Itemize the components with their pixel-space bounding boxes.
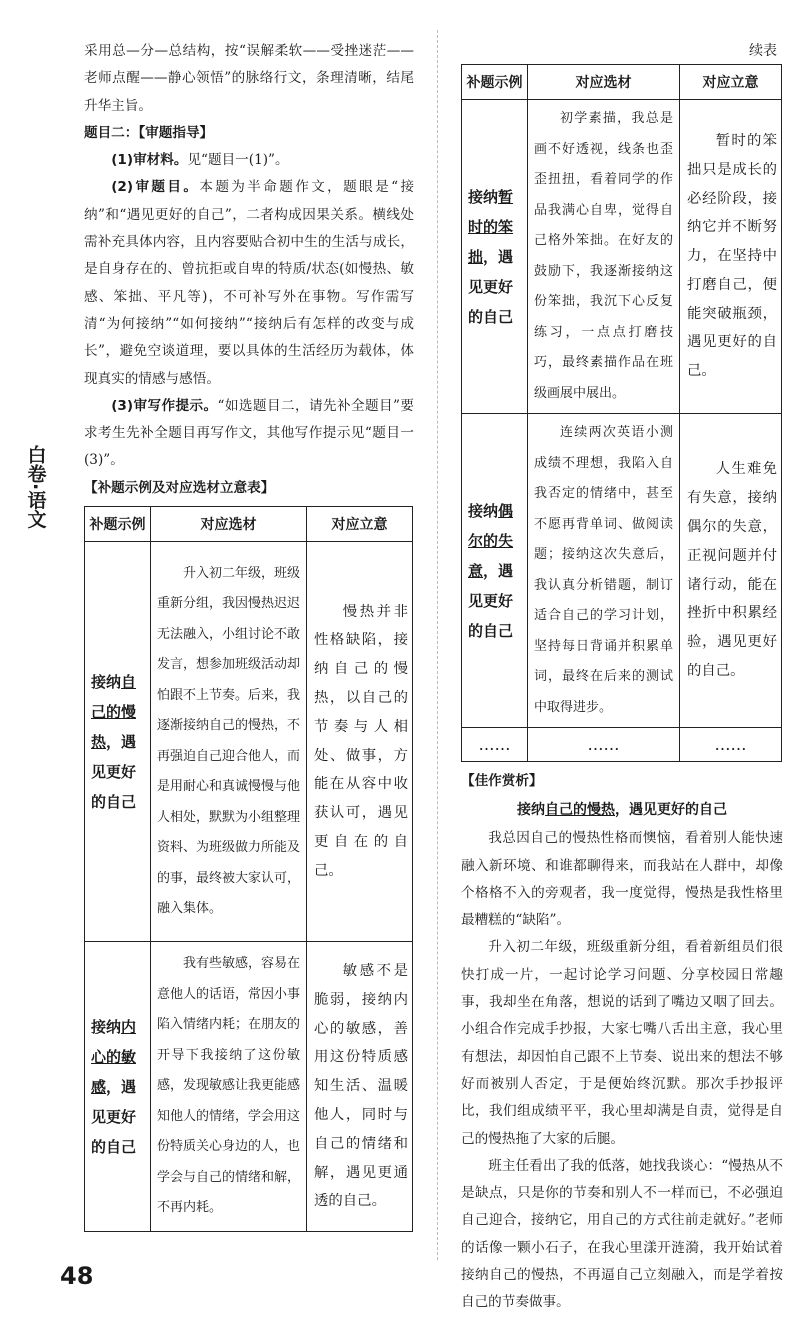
header-intent: 对应立意 bbox=[680, 65, 782, 100]
example-pre: 接纳 bbox=[468, 187, 499, 206]
topic-table-continued bbox=[461, 64, 782, 762]
step1-text: 见“题目一(1)”。 bbox=[187, 152, 289, 169]
table-row bbox=[85, 542, 413, 942]
material-text: 升入初二年级，班级重新分组，我因慢热迟迟无法融入，小组讨论不敢发言，想参加班级活动却怕跟不上节奏。后来，我逐渐接纳自己的慢热，不再强迫自己迎合他人，而是用耐心和真诚慢慢与他人相处，默默为小组整理资料、为班级做力所能及的事，最终被大家认可，融入集体。 bbox=[157, 565, 301, 917]
example-cell bbox=[462, 414, 528, 728]
continued-label: 续表 bbox=[749, 43, 777, 59]
step2-label: (2)审题目。 bbox=[111, 179, 200, 196]
intent-cell bbox=[680, 100, 782, 414]
column-divider bbox=[437, 30, 438, 1260]
step1-label: (1)审材料。 bbox=[111, 152, 188, 169]
essay-title-pre: 接纳 bbox=[517, 802, 545, 819]
table-row bbox=[85, 942, 413, 1232]
example-post: ，遇见更好的自己 bbox=[91, 732, 137, 811]
left-column bbox=[84, 38, 414, 1232]
essay-paragraph: 班主任看出了我的低落，她找我谈心：“慢热从不是缺点，只是你的节奏和别人不一样而已，不必强迫自己迎合，接纳它，用自己的方式往前走就好。”老师的话像一颗小石子，在我心里漾开涟漪，我开始试着接纳自己的慢热，不再逼自己立刻融入，而是学着按自己的节奏做事。 bbox=[461, 1157, 783, 1311]
intent-text: 暂时的笨拙只是成长的必经阶段，接纳它并不断努力，在坚持中打磨自己，便能突破瓶颈，遇见更好的自己。 bbox=[687, 132, 777, 380]
essay-title-post: ，遇见更好的自己 bbox=[615, 802, 727, 819]
example-post: ，遇见更好的自己 bbox=[91, 1077, 137, 1156]
step3-paragraph bbox=[84, 393, 414, 475]
material-cell bbox=[528, 100, 680, 414]
right-column bbox=[461, 38, 783, 1317]
essay-paragraph: 升入初二年级，班级重新分组，看着新组员们很快打成一片，一起讨论学习问题、分享校园日常趣事，我却坐在角落，想说的话到了嘴边又咽了回去。小组合作完成手抄报，大家七嘴八舌出主意，我心里有想法，却因怕自己跟不上节奏、说出来的想法不够好而被别人否定，于是便始终沉默。那次手抄报评比，我们组成绩平平，我心里却满是自责，觉得是自己的慢热拖了大家的后腿。 bbox=[461, 939, 783, 1147]
header-example: 补题示例 bbox=[85, 507, 151, 542]
ellipsis-cell: …… bbox=[462, 728, 528, 762]
sidebar-text: 白卷·语文 bbox=[24, 445, 47, 529]
table-header-row bbox=[462, 65, 782, 100]
table-heading: 【补题示例及对应选材立意表】 bbox=[84, 479, 275, 496]
example-pre: 接纳 bbox=[468, 501, 499, 520]
material-cell bbox=[528, 414, 680, 728]
example-pre: 接纳 bbox=[91, 672, 122, 691]
ellipsis-cell: …… bbox=[680, 728, 782, 762]
material-cell bbox=[151, 542, 307, 942]
intent-text: 人生难免有失意，接纳偶尔的失意，正视问题并付诸行动，能在挫折中积累经验，遇见更好的自己。 bbox=[687, 461, 777, 679]
example-cell bbox=[85, 542, 151, 942]
header-material: 对应选材 bbox=[528, 65, 680, 100]
essay-heading: 【佳作赏析】 bbox=[461, 773, 543, 789]
intro-paragraph: 采用总—分—总结构，按“误解柔软——受挫迷茫——老师点醒——静心领悟”的脉络行文，条理清晰，结尾升华主旨。 bbox=[84, 43, 414, 114]
intent-text: 敏感不是脆弱，接纳内心的敏感，善用这份特质感知生活、温暖他人，同时与自己的情绪和解，遇见更通透的自己。 bbox=[314, 962, 408, 1210]
table-header-row bbox=[85, 507, 413, 542]
example-cell bbox=[85, 942, 151, 1232]
material-text: 连续两次英语小测成绩不理想，我陷入自我否定的情绪中，甚至不愿再背单词、做阅读题；接纳这次失意后，我认真分析错题，制订适合自己的学习计划，坚持每日背诵并积累单词，最终在后来的测试中取得进步。 bbox=[534, 425, 673, 715]
example-post: ，遇见更好的自己 bbox=[468, 247, 514, 326]
step2-paragraph bbox=[84, 174, 414, 392]
essay-paragraph: 我总因自己的慢热性格而懊恼，看着别人能快速融入新环境、和谁都聊得来，而我站在人群中，却像个格格不入的旁观者，我一度觉得，慢热是我性格里最糟糕的“缺陷”。 bbox=[461, 830, 783, 929]
example-pre: 接纳 bbox=[91, 1017, 122, 1036]
header-material: 对应选材 bbox=[151, 507, 307, 542]
material-text: 初学素描，我总是画不好透视，线条也歪歪扭扭，看着同学的作品我满心自卑，觉得自己格外笨拙。在好友的鼓励下，我逐渐接纳这份笨拙，我沉下心反复练习，一点点打磨技巧，最终素描作品在班级画展中展出。 bbox=[534, 111, 673, 401]
topic-table bbox=[84, 506, 413, 1232]
step2-text: 本题为半命题作文，题眼是“接纳”和“遇见更好的自己”，二者构成因果关系。横线处需补充具体内容，且内容要贴合初中生的生活与成长，是自身存在的、曾抗拒或自卑的特质/状态(如慢热、敏感、笨拙、平凡等)，不可补写外在事物。写作需写清“为何接纳”“如何接纳”“接纳后有怎样的改变与成长”，避免空谈道理，要以具体的生活经历为载体，体现真实的情感与感悟。 bbox=[84, 179, 414, 387]
example-blank: 内心的敏感 bbox=[91, 1017, 137, 1096]
essay-title bbox=[461, 795, 783, 825]
header-example: 补题示例 bbox=[462, 65, 528, 100]
ellipsis-cell: …… bbox=[528, 728, 680, 762]
material-text: 我有些敏感，容易在意他人的话语，常因小事陷入情绪内耗；在朋友的开导下我接纳了这份敏感，发现敏感让我更能感知他人的情绪，学会用这份特质关心身边的人，也学会与自己的情绪和解，不再内耗。 bbox=[157, 956, 301, 1216]
step1-paragraph bbox=[84, 147, 414, 174]
table-row bbox=[462, 414, 782, 728]
essay-title-blank: 自己的慢热 bbox=[545, 802, 615, 819]
example-cell bbox=[462, 100, 528, 414]
intent-cell bbox=[680, 414, 782, 728]
material-cell bbox=[151, 942, 307, 1232]
intent-cell bbox=[307, 942, 413, 1232]
page-number: 48 bbox=[60, 1262, 94, 1290]
step3-text: “如选题目二，请先补全题目”要求考生先补全题目再写作文，其他写作提示见“题目一(3)”。 bbox=[84, 397, 414, 469]
sidebar-label bbox=[20, 445, 50, 535]
example-blank: 偶尔的失意 bbox=[468, 501, 514, 580]
table-row-ellipsis bbox=[462, 728, 782, 762]
intent-text: 慢热并非性格缺陷，接纳自己的慢热，以自己的节奏与人相处、做事，方能在从容中收获认可，遇见更自在的自己。 bbox=[314, 603, 408, 879]
step3-label: (3)审写作提示。 bbox=[111, 397, 218, 414]
table-row bbox=[462, 100, 782, 414]
example-blank: 暂时的笨拙 bbox=[468, 187, 514, 266]
example-post: ，遇见更好的自己 bbox=[468, 561, 514, 640]
header-intent: 对应立意 bbox=[307, 507, 413, 542]
topic2-heading: 题目二：【审题指导】 bbox=[84, 124, 214, 141]
example-blank: 自己的慢热 bbox=[91, 672, 137, 751]
intent-cell bbox=[307, 542, 413, 942]
